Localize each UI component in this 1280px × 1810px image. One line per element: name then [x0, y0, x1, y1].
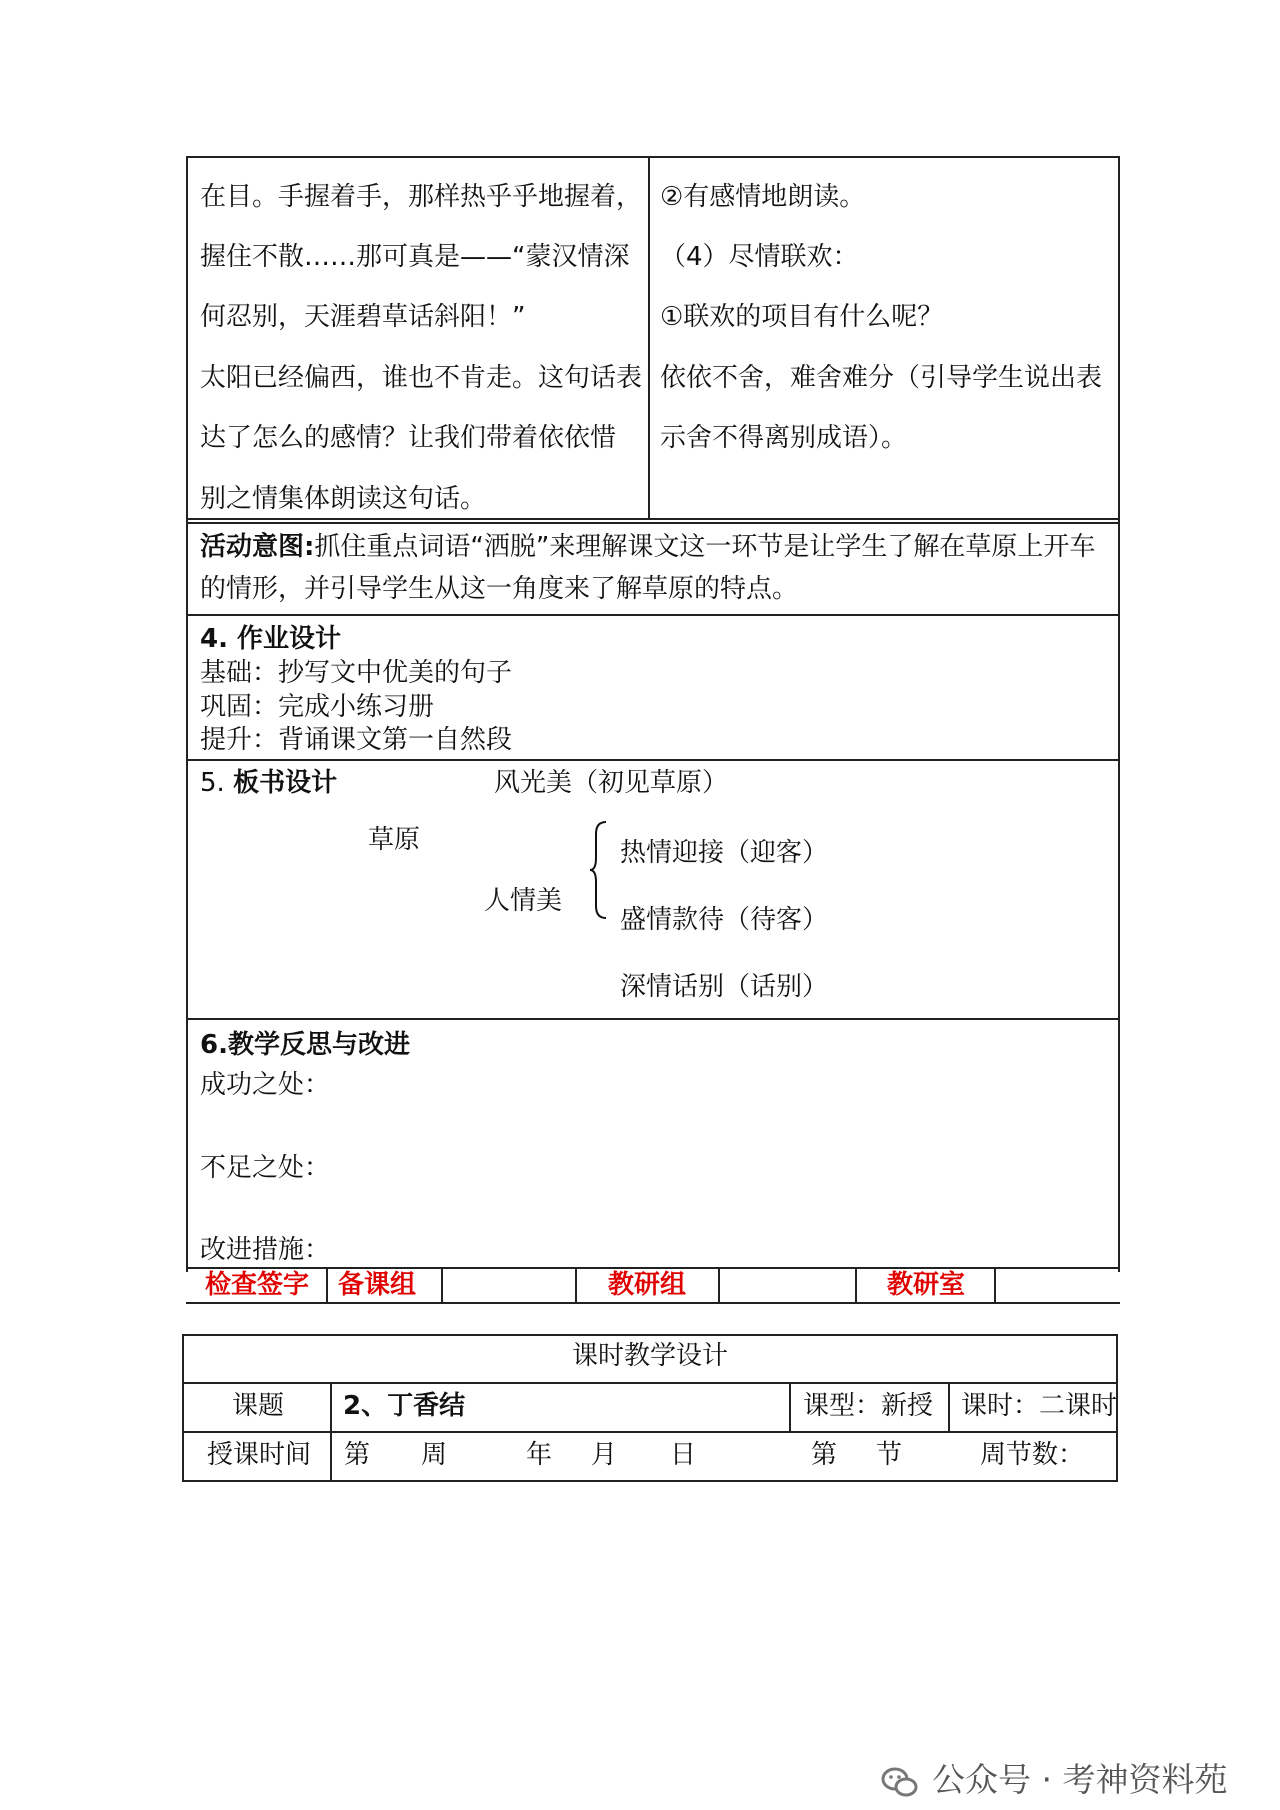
- board-branch: 人情美: [484, 886, 563, 916]
- reflection-improve: 改进措施：: [200, 1235, 331, 1265]
- homework-item: 提升：背诵课文第一自然段: [200, 725, 513, 755]
- period-prefix: 第: [811, 1440, 838, 1470]
- topic-value: 2、丁香结: [343, 1391, 466, 1421]
- left-line: 达了怎么的感情？让我们带着依依惜: [200, 423, 617, 453]
- lesson-hours: 课时：二课时: [961, 1391, 1118, 1421]
- lesson-type: 课型：新授: [803, 1391, 934, 1421]
- activity-text: 抓住重点词语“洒脱”来理解课文这一环节是让学生了解在草原上开车: [314, 532, 1096, 562]
- board-leaf: 热情迎接（迎客）: [620, 838, 829, 868]
- homework-item: 巩固：完成小练习册: [200, 692, 435, 722]
- day-label: 日: [670, 1440, 697, 1470]
- week-suffix: 周: [421, 1440, 448, 1470]
- board-top-branch: 风光美（初见草原）: [494, 768, 729, 798]
- topic-label: 课题: [232, 1391, 285, 1421]
- watermark-text: 公众号 · 考神资料苑: [932, 1760, 1228, 1799]
- signoff-research-group: 教研组: [608, 1270, 687, 1300]
- week-prefix: 第: [344, 1440, 371, 1470]
- right-line: （4）尽情联欢：: [660, 242, 859, 272]
- homework-item: 基础：抄写文中优美的句子: [200, 658, 513, 688]
- weekly-count-label: 周节数：: [980, 1440, 1085, 1470]
- wechat-icon: [880, 1762, 920, 1802]
- board-root: 草原: [368, 825, 421, 855]
- activity-label: 活动意图:: [200, 532, 315, 562]
- right-line: 示舍不得离别成语）。: [660, 423, 908, 453]
- year-label: 年: [526, 1440, 553, 1470]
- curly-brace-icon: [590, 820, 608, 920]
- lesson-design-title: 课时教学设计: [571, 1341, 728, 1371]
- left-line: 何忍别，天涯碧草话斜阳！”: [200, 302, 526, 332]
- watermark: [880, 1760, 1227, 1800]
- left-line: 握住不散……那可真是——“蒙汉情深: [200, 242, 630, 272]
- right-line: 依依不舍，难舍难分（引导学生说出表: [660, 363, 1103, 393]
- right-line: ②有感情地朗读。: [660, 182, 866, 212]
- board-leaf: 深情话别（话别）: [620, 972, 829, 1002]
- left-line: 别之情集体朗读这句话。: [200, 484, 487, 514]
- month-label: 月: [591, 1440, 618, 1470]
- reflection-shortcoming: 不足之处：: [200, 1153, 331, 1183]
- signoff-research-office: 教研室: [887, 1270, 966, 1300]
- left-line: 太阳已经偏西，谁也不肯走。这句话表: [200, 363, 643, 393]
- homework-heading: 4. 作业设计: [200, 624, 342, 654]
- reflection-heading: 6.教学反思与改进: [200, 1030, 410, 1060]
- time-label: 授课时间: [207, 1440, 312, 1470]
- board-heading: 5. 板书设计: [200, 768, 338, 798]
- period-suffix: 节: [876, 1440, 903, 1470]
- activity-text: 的情形，并引导学生从这一角度来了解草原的特点。: [200, 574, 799, 604]
- reflection-success: 成功之处：: [200, 1070, 331, 1100]
- signoff-prep-group: 备课组: [338, 1270, 417, 1300]
- board-leaf: 盛情款待（待客）: [620, 905, 829, 935]
- right-line: ①联欢的项目有什么呢？: [660, 302, 944, 332]
- signoff-check: 检查签字: [205, 1270, 310, 1300]
- left-line: 在目。手握着手，那样热乎乎地握着，: [200, 182, 643, 212]
